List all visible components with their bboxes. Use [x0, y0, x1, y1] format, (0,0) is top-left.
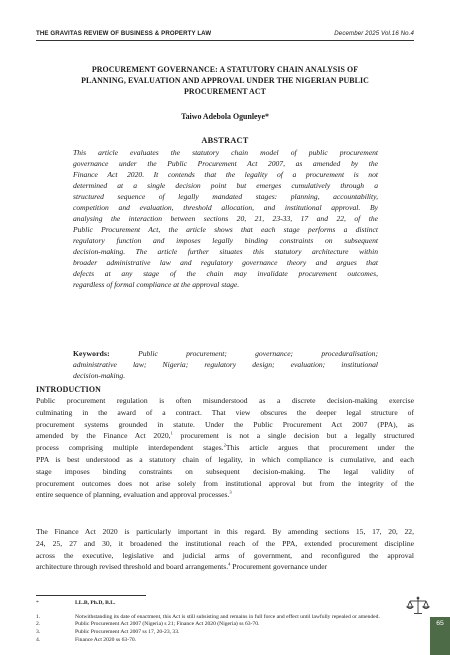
- footnote-number: 1.: [36, 613, 41, 620]
- keywords-line: [73, 348, 378, 359]
- paragraph-line: Public procurement regulation is often misunderstood as a discrete decision-making exercise: [36, 396, 414, 405]
- abstract-line: competition and evaluation, threshold allocation, and institutional approval. By: [73, 203, 378, 212]
- abstract-line: Public Procurement Act, the article shows that each stage performs a distinct: [73, 225, 378, 234]
- abstract-line: broader administrative law and regulatory governance theory and argues that: [73, 258, 378, 267]
- paragraph-line: amended by the Finance Act 2020,$^1$ procurement is not a single decision but a legally structured: [36, 431, 414, 441]
- footnote-marker: *: [36, 600, 39, 606]
- title-line: PROCUREMENT ACT: [184, 87, 266, 97]
- footnote-author: [36, 600, 391, 608]
- title-line: PLANNING, EVALUATION AND APPROVAL UNDER THE NIGERIAN PUBLIC: [81, 76, 369, 86]
- abstract-line: This article evaluates the statutory chain model of public procurement: [73, 148, 378, 157]
- keywords-line: decision-making.: [73, 371, 126, 380]
- footnotes: [36, 600, 391, 645]
- footnote-item: [36, 621, 391, 629]
- paragraph-line: entire sequence of planning, evaluation and approval processes.$^3$: [36, 489, 232, 500]
- keywords-text: Public procurement; governance; proceduralisation;: [138, 349, 378, 358]
- keywords-label: Keywords:: [73, 349, 110, 358]
- article-title: [48, 64, 402, 98]
- footnote-reference[interactable]: 2: [223, 442, 226, 448]
- footnote-reference[interactable]: 4: [228, 562, 231, 567]
- footnote-item: [36, 629, 391, 637]
- journal-name: THE GRAVITAS REVIEW OF BUSINESS & PROPERTY LAW: [36, 30, 212, 37]
- page-number: 65: [436, 620, 444, 627]
- footnote-text: Public Procurement Act 2007 (Nigeria) s 21; Finance Act 2020 (Nigeria) ss 63-70.: [75, 621, 260, 628]
- running-header: [36, 30, 414, 37]
- footnote-number: 3.: [36, 629, 41, 636]
- abstract-line: analysing the interaction between sections 20, 21, 23-33, 17 and 22, of the: [73, 214, 378, 223]
- footnote-number: 4.: [36, 636, 41, 643]
- abstract-line: regardless of formal compliance at the approval stage.: [73, 280, 240, 289]
- footnote-reference[interactable]: 1: [170, 431, 173, 436]
- paragraph-line: architecture through revised threshold and board arrangements.$^4$ Procurement governance under: [36, 562, 328, 572]
- footnote-author-text: LL.B, Ph.D, B.L.: [75, 600, 116, 606]
- paragraph-line: stage imposes binding constraints on subsequent decision-making. The legal validity of: [36, 466, 414, 476]
- footnote-text: Public Procurement Act 2007 ss 17, 20-23, 33.: [75, 629, 180, 636]
- paragraph-line: procurement outcomes does not arise solely from institutional approval but from the integrity of the: [36, 478, 414, 488]
- paragraph-line: PPA is best understood as a statutory chain of legality, in which compliance is cumulative, and each: [36, 454, 414, 464]
- abstract-line: structured sequence of legally mandated stages: planning, accountability,: [73, 192, 378, 201]
- keywords-line: administrative law; Nigeria; regulatory design; evaluation; institutional: [73, 360, 378, 369]
- abstract-line: defects at any stage of the chain may invalidate procurement outcomes,: [73, 269, 378, 278]
- footnote-text: Notwithstanding its date of enactment, this Act is still subsisting and remains in full force and effect until lawfully repealed or amended.: [75, 613, 380, 620]
- paragraph-line: 24, 25, 27 and 30, it broadened the institutional reach of the PPA, extended procurement discipline: [36, 538, 414, 548]
- footnote-reference[interactable]: 3: [229, 489, 232, 495]
- abstract-line: decision-making. The article further situates this statutory architecture within: [73, 247, 378, 256]
- title-line: PROCUREMENT GOVERNANCE: A STATUTORY CHAIN ANALYSIS OF: [91, 65, 359, 74]
- footnote-item: [36, 637, 391, 645]
- abstract-line: Finance Act 2020. It contends that the legality of a procurement is not: [73, 170, 378, 179]
- introduction-paragraph-1: [36, 395, 414, 501]
- paragraph-line: culminating in the award of a contract. That view obscures the deeper legal structure of: [36, 407, 414, 417]
- abstract-heading: ABSTRACT: [201, 136, 249, 145]
- introduction-paragraph-2: [36, 526, 414, 573]
- issue-info: December 2025 Vol.16 No.4: [334, 30, 414, 37]
- footnote-text: Finance Act 2020 ss 63-70.: [75, 636, 137, 643]
- paragraph-line: across the executive, legislative and judicial arms of government, and reconfigured the approval: [36, 550, 414, 560]
- abstract-line: governance under the Public Procurement Act 2007, as amended by the: [73, 159, 378, 168]
- paragraph-line: The Finance Act 2020 is particularly important in this regard. By amending sections 15, 17, 20, 22,: [36, 527, 414, 536]
- abstract-line: determined at a single decision point but emerges cumulatively through a: [73, 181, 378, 190]
- author-name: Taiwo Adebola Ogunleye*: [181, 112, 269, 121]
- scales-of-justice-icon: [406, 596, 430, 616]
- keywords: [73, 348, 378, 381]
- abstract-line: regulatory function and imposes legally binding constraints on subsequent: [73, 236, 378, 245]
- paragraph-line: process comprising multiple interdependent stages.$^2$This article argues that procurement under the: [36, 442, 414, 453]
- footnote-rule: [36, 595, 146, 596]
- paragraph-line: procurement systems grounded in statute. Under the Public Procurement Act 2007 (PPA), as: [36, 419, 414, 429]
- footnote-number: 2.: [36, 621, 41, 628]
- section-heading-introduction: INTRODUCTION: [36, 385, 102, 394]
- abstract-body: [73, 147, 378, 290]
- header-rule: [36, 40, 414, 41]
